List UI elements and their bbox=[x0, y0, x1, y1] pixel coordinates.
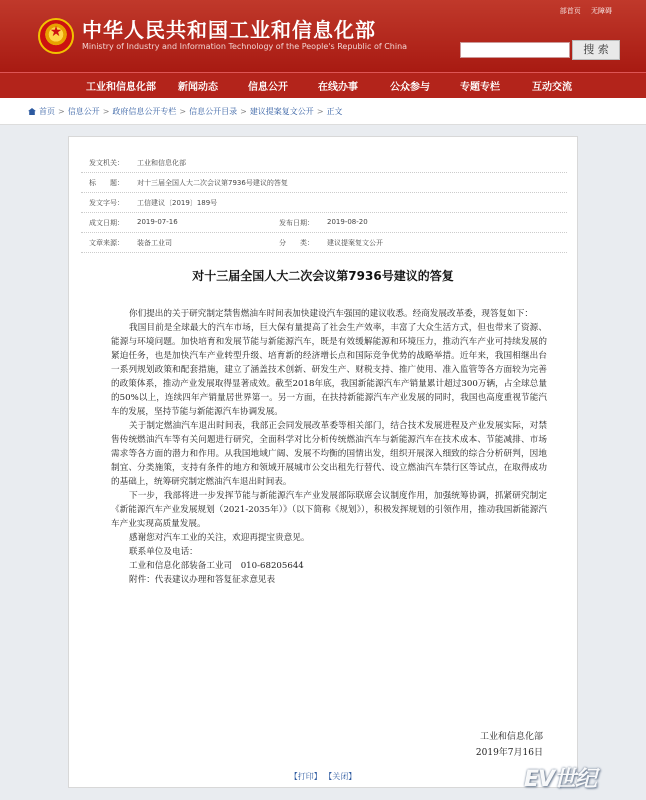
home-icon bbox=[28, 108, 36, 115]
meta-title: 对十三届全国人大二次会议第7936号建议的答复 bbox=[137, 179, 288, 187]
article-panel bbox=[68, 136, 578, 788]
watermark-logo: EV世纪 bbox=[524, 767, 597, 792]
meta-title-label: 标 题： bbox=[89, 179, 124, 187]
paragraph-background: 我国目前是全球最大的汽车市场，巨大保有量提高了社会生产效率，丰富了大众生活方式，但也带来了资源、能源与环境问题。加快培育和发展节能与新能源汽车，既是有效缓解能源和环境压力，推动汽车产业可持续发展的紧迫任务，也是加快汽车产业转型升级、培育新的经济增长点和国际竞争优势的战略举措。近年来，我国相继出台一系列规划政策和配套措施，建立了涵盖技术创新、研发生产、财税支持、推广使用、准入监管等各方面较为完善的政策体系，推动产业发展取得显著成效。截至2018年底，我国新能源汽车产销量累计超过300万辆，占全球总量的50%以上，连续四年产销量居世界第一。另一方面，在扶持新能源汽车产业发展的同时，我国也高度重视节能汽车的发展，坚持节能与新能源汽车协调发展。 bbox=[111, 323, 547, 417]
paragraph-timeline: 关于制定燃油汽车退出时间表，我部正会同发展改革委等相关部门，结合技术发展进程及产业发展实际，对禁售传统燃油汽车等有关问题进行研究，全面科学对比分析传统燃油汽车与新能源汽车在技术成本、节能减排、市场需求等各方面的潜力和作用。从我国地域广阔、发展不均衡的国情出发，组织开展深入细致的综合分析研判，因地制宜、分类施策，支持有条件的地方和领域开展城市公交出租先行替代、设立燃油汽车禁行区等试点，在取得成功的基础上，统筹研究制定燃油汽车退出时间表。 bbox=[111, 421, 547, 487]
paragraph-next-steps: 下一步，我部将进一步发挥节能与新能源汽车产业发展部际联席会议制度作用，加强统筹协调，抓紧研究制定《新能源汽车产业发展规划（2021-2035年）》（以下简称《规划》），积极发挥规划的引领作用，推动我国新能源汽车产业实现高质量发展。 bbox=[111, 491, 547, 529]
nav-item-participation[interactable]: 公众参与 bbox=[390, 82, 430, 93]
national-emblem-icon bbox=[38, 18, 74, 54]
document-body bbox=[111, 307, 547, 587]
site-subtitle: Ministry of Industry and Information Technology of the People's Republic of China bbox=[82, 42, 408, 51]
meta-pubdate-label: 发布日期： bbox=[279, 219, 314, 227]
document-meta bbox=[81, 153, 567, 253]
search-input[interactable] bbox=[460, 42, 570, 58]
meta-source: 装备工业司 bbox=[137, 239, 172, 247]
meta-category-label: 分 类： bbox=[279, 239, 314, 247]
site-title[interactable]: 中华人民共和国工业和信息化部 bbox=[82, 18, 376, 42]
nav-item-news[interactable]: 新闻动态 bbox=[178, 82, 218, 93]
meta-pubdate: 2019-08-20 bbox=[327, 218, 368, 226]
signature-date: 2019年7月16日 bbox=[475, 748, 543, 758]
top-link-accessibility[interactable]: 无障碍 bbox=[591, 7, 612, 15]
nav-item-services[interactable]: 在线办事 bbox=[318, 82, 358, 93]
close-link[interactable]: 【关闭】 bbox=[324, 772, 357, 781]
meta-source-label: 文章来源： bbox=[89, 239, 124, 247]
meta-issuer-label: 发文机关： bbox=[89, 159, 124, 167]
breadcrumb-proposals[interactable]: 建议提案复文公开 bbox=[249, 107, 314, 116]
meta-docno-label: 发文字号： bbox=[89, 199, 124, 207]
signature-org: 工业和信息化部 bbox=[479, 732, 543, 742]
main-nav bbox=[0, 72, 646, 99]
breadcrumb-info[interactable]: 信息公开 bbox=[67, 107, 100, 116]
nav-item-info[interactable]: 信息公开 bbox=[248, 82, 288, 93]
paragraph-intro: 你们提出的关于研究制定禁售燃油车时间表加快建设汽车强国的建议收悉。经商发展改革委，现答复如下： bbox=[129, 309, 533, 319]
site-header bbox=[0, 0, 646, 72]
breadcrumb: 首页 > 信息公开 > 政府信息公开专栏 > 信息公开目录 > 建议提案复文公开 > 正文 bbox=[0, 98, 646, 125]
breadcrumb-home[interactable]: 首页 bbox=[39, 107, 55, 116]
nav-item-topics[interactable]: 专题专栏 bbox=[460, 82, 500, 93]
print-link[interactable]: 【打印】 bbox=[289, 772, 322, 781]
meta-issuer: 工业和信息化部 bbox=[137, 159, 186, 167]
footer-links bbox=[69, 771, 577, 782]
nav-item-interaction[interactable]: 互动交流 bbox=[532, 82, 572, 93]
document-title: 对十三届全国人大二次会议第7936号建议的答复 bbox=[192, 269, 454, 283]
meta-docno: 工信建议〔2019〕189号 bbox=[137, 199, 218, 207]
nav-item-home[interactable]: 工业和信息化部 bbox=[86, 82, 156, 93]
paragraph-thanks: 感谢您对汽车工业的关注，欢迎再提宝贵意见。 bbox=[129, 533, 310, 543]
breadcrumb-catalog[interactable]: 信息公开目录 bbox=[189, 107, 238, 116]
paragraph-attachment[interactable]: 附件：代表建议办理和答复征求意见表 bbox=[129, 575, 276, 585]
meta-date-label: 成文日期： bbox=[89, 219, 124, 227]
top-links bbox=[552, 6, 612, 16]
paragraph-contact-label: 联系单位及电话： bbox=[129, 547, 198, 557]
breadcrumb-current: 正文 bbox=[326, 107, 343, 116]
meta-date: 2019-07-16 bbox=[137, 218, 178, 226]
meta-category: 建议提案复文公开 bbox=[327, 239, 383, 247]
paragraph-contact: 工业和信息化部装备工业司 010-68205644 bbox=[129, 561, 304, 571]
top-link-home[interactable]: 部首页 bbox=[559, 7, 581, 15]
breadcrumb-column[interactable]: 政府信息公开专栏 bbox=[112, 107, 177, 116]
search-button[interactable]: 搜 索 bbox=[572, 40, 620, 60]
